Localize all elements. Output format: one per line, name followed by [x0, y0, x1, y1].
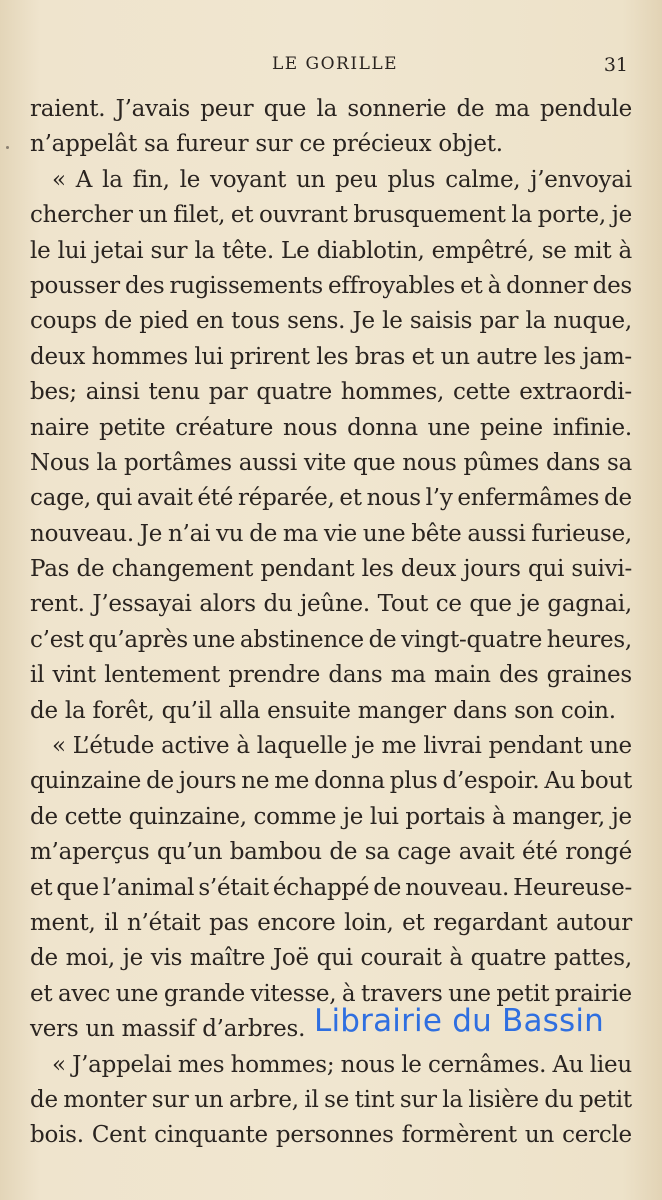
word: et: [30, 980, 53, 1007]
text-line: [30, 411, 632, 446]
word: se: [324, 1086, 350, 1113]
word: mit: [573, 237, 612, 264]
word: de: [456, 96, 485, 122]
word: Heureuse-: [513, 874, 632, 901]
word: il: [304, 1086, 319, 1113]
word: Je: [352, 308, 375, 335]
word: abstinence: [239, 626, 364, 653]
word: cage,: [30, 485, 91, 512]
text-line: [30, 340, 632, 375]
word: maître: [189, 945, 266, 972]
word: graines: [546, 662, 632, 689]
word: quinzaine,: [128, 803, 247, 830]
word: comme: [253, 803, 337, 830]
word: suivi-: [571, 556, 632, 583]
word: Pas: [30, 556, 70, 583]
word: pendant: [488, 733, 583, 760]
word: travers: [361, 980, 443, 1007]
word: vint: [52, 662, 96, 689]
text-line: [30, 587, 632, 622]
word: je: [611, 202, 632, 229]
word: les: [361, 556, 394, 583]
word: par: [208, 379, 248, 406]
word: aussi: [238, 449, 297, 476]
word: à: [236, 733, 250, 760]
word: saisis: [409, 308, 473, 335]
word: la: [525, 308, 547, 335]
word: un: [296, 166, 326, 193]
word: échappé: [272, 874, 370, 901]
text-line: [30, 269, 632, 304]
word: fin,: [132, 166, 170, 193]
word: nuque,: [553, 308, 632, 335]
word: que: [353, 449, 396, 476]
word: du: [263, 591, 293, 618]
word: infinie.: [552, 414, 632, 441]
word: hommes;: [230, 1051, 335, 1078]
word: Au: [544, 768, 576, 795]
word: la: [511, 202, 532, 229]
word: J’essayai: [92, 591, 192, 618]
word: J’avais: [115, 96, 190, 122]
word: mes: [177, 1051, 225, 1078]
word: ouvrant: [259, 202, 348, 229]
word: jours: [178, 768, 237, 795]
text-line: [30, 234, 632, 269]
word: prairie: [554, 980, 632, 1007]
word: «: [52, 1051, 66, 1078]
word: hommes: [91, 343, 188, 370]
word: qui: [316, 945, 353, 972]
text-line: [30, 517, 632, 552]
word: encore: [257, 909, 336, 936]
word: des: [499, 662, 539, 689]
text-line: [30, 552, 632, 587]
word: peine: [480, 414, 543, 441]
body-text: [30, 92, 632, 1154]
word: l’animal: [102, 874, 195, 901]
word: une: [192, 626, 236, 653]
word: d’espoir.: [442, 768, 540, 795]
word: ment,: [30, 909, 96, 936]
word: enfermâmes: [457, 485, 600, 512]
word: coups: [30, 308, 97, 335]
word: une: [589, 733, 632, 760]
word: portais: [405, 803, 486, 830]
word: quinzaine: [30, 768, 142, 795]
word: de: [30, 1086, 58, 1113]
word: je: [122, 945, 143, 972]
text-line: [30, 375, 632, 410]
word: regardant: [433, 909, 548, 936]
word: Cent: [91, 1122, 147, 1149]
word: me: [381, 733, 417, 760]
word: de: [146, 768, 174, 795]
word: pousser: [30, 272, 120, 299]
word: rongé: [565, 839, 632, 866]
word: à: [341, 980, 356, 1007]
word: rugissements: [169, 272, 323, 299]
word: sa: [606, 449, 632, 476]
word: et: [230, 202, 254, 229]
text-line: [30, 871, 632, 906]
text-line: [30, 1083, 632, 1118]
word: cinquante: [154, 1122, 268, 1149]
word: deux: [30, 343, 86, 370]
word: des: [592, 272, 632, 299]
running-title: LE GORILLE: [271, 54, 399, 74]
word: la: [102, 166, 123, 193]
word: cernâmes.: [427, 1051, 547, 1078]
word: le: [401, 1051, 422, 1078]
word: jours: [463, 556, 521, 583]
text-line: de la forêt, qu’il alla ensuite manger dans son coin.: [30, 697, 616, 724]
word: furieuse,: [531, 520, 632, 547]
word: les: [316, 343, 349, 370]
word: de: [604, 485, 632, 512]
word: vitesse,: [250, 980, 337, 1007]
word: livrai: [423, 733, 482, 760]
word: sur: [151, 1086, 189, 1113]
word: de: [329, 839, 358, 866]
text-line: [30, 764, 632, 799]
word: cage: [397, 839, 452, 866]
word: personnes: [275, 1122, 394, 1149]
word: le: [179, 166, 201, 193]
word: ma: [494, 96, 530, 122]
word: avec: [57, 980, 111, 1007]
word: qu’un: [156, 839, 223, 866]
word: de: [30, 803, 58, 830]
word: Nous: [30, 449, 90, 476]
word: Je: [139, 520, 163, 547]
word: tenu: [148, 379, 200, 406]
word: pattes,: [554, 945, 632, 972]
word: sa: [364, 839, 390, 866]
word: Le: [281, 237, 310, 264]
word: lisière: [468, 1086, 539, 1113]
word: la: [96, 449, 118, 476]
word: n’était: [126, 909, 201, 936]
word: Au: [552, 1051, 584, 1078]
word: active: [161, 733, 230, 760]
word: heures,: [546, 626, 632, 653]
word: bête: [411, 520, 462, 547]
word: du: [544, 1086, 574, 1113]
word: quatre: [256, 379, 332, 406]
word: nous: [340, 1051, 395, 1078]
text-line: vers un massif d’arbres.: [30, 1016, 306, 1043]
text-line: [30, 92, 632, 127]
word: que: [263, 96, 307, 122]
word: pas: [209, 909, 249, 936]
word: jeûne.: [300, 591, 370, 618]
word: qui: [95, 485, 132, 512]
text-line: n’appelât sa fureur sur ce précieux objet.: [30, 131, 503, 158]
word: des: [124, 272, 165, 299]
word: cercle: [562, 1122, 632, 1149]
word: et: [339, 485, 362, 512]
word: petite: [99, 414, 166, 441]
word: arbre,: [228, 1086, 299, 1113]
word: une: [115, 980, 159, 1007]
word: pied: [139, 308, 189, 335]
word: nous: [402, 449, 457, 476]
word: nouveau.: [30, 520, 134, 547]
word: dans: [545, 449, 601, 476]
word: autour: [556, 909, 632, 936]
word: autre: [476, 343, 538, 370]
word: le: [382, 308, 403, 335]
word: moi,: [65, 945, 115, 972]
word: A: [75, 166, 93, 193]
page-header: [0, 54, 662, 80]
word: nous: [283, 414, 338, 441]
text-line: [30, 623, 632, 658]
word: lieu: [589, 1051, 632, 1078]
word: tous: [231, 308, 280, 335]
word: un: [440, 343, 470, 370]
word: qui: [527, 556, 565, 583]
word: gagnai,: [547, 591, 632, 618]
word: que: [469, 591, 512, 618]
word: plus: [389, 768, 438, 795]
word: pendule: [540, 96, 632, 122]
word: bes;: [30, 379, 77, 406]
word: les: [543, 343, 576, 370]
word: réparée,: [237, 485, 335, 512]
word: n’ai: [167, 520, 211, 547]
word: sur: [399, 1086, 437, 1113]
word: alors: [199, 591, 256, 618]
word: de: [373, 874, 402, 901]
word: avait: [136, 485, 193, 512]
word: L’étude: [72, 733, 155, 760]
word: qu’après: [88, 626, 188, 653]
word: vite: [303, 449, 347, 476]
word: nouveau.: [405, 874, 510, 901]
text-line: [30, 481, 632, 516]
word: peu: [335, 166, 378, 193]
word: lui: [369, 803, 399, 830]
word: main: [434, 662, 491, 689]
word: de: [368, 626, 397, 653]
word: aussi: [467, 520, 526, 547]
word: petit: [496, 980, 550, 1007]
word: donna: [314, 768, 385, 795]
word: cette: [64, 803, 122, 830]
text-line: [30, 1048, 632, 1083]
word: ma: [390, 662, 426, 689]
word: et: [460, 272, 483, 299]
word: à: [487, 272, 502, 299]
word: Tout: [377, 591, 429, 618]
word: en: [195, 308, 224, 335]
word: jetai: [93, 237, 144, 264]
word: le: [30, 237, 51, 264]
word: raient.: [30, 96, 106, 122]
text-line: [30, 446, 632, 481]
word: nous: [366, 485, 421, 512]
word: rent.: [30, 591, 85, 618]
word: dans: [328, 662, 383, 689]
word: je: [342, 803, 364, 830]
word: la: [316, 96, 338, 122]
text-line: [30, 941, 632, 976]
margin-speck: [6, 146, 9, 149]
word: ainsi: [85, 379, 140, 406]
word: je: [611, 803, 632, 830]
word: tint: [354, 1086, 395, 1113]
word: donner: [506, 272, 588, 299]
word: prirent: [229, 343, 310, 370]
word: pendant: [260, 556, 355, 583]
word: m’aperçus: [30, 839, 150, 866]
word: lui: [194, 343, 224, 370]
word: je: [519, 591, 540, 618]
word: courait: [360, 945, 442, 972]
word: il: [104, 909, 119, 936]
word: bout: [580, 768, 632, 795]
word: la: [442, 1086, 463, 1113]
word: lentement: [104, 662, 221, 689]
text-line: [30, 906, 632, 941]
word: se: [541, 237, 567, 264]
word: à: [492, 803, 506, 830]
word: l’y: [425, 485, 453, 512]
text-line: [30, 198, 632, 233]
word: deux: [400, 556, 457, 583]
word: par: [479, 308, 519, 335]
word: laquelle: [256, 733, 348, 760]
word: un: [194, 1086, 224, 1113]
text-line: [30, 800, 632, 835]
word: et: [30, 874, 53, 901]
word: vis: [150, 945, 183, 972]
word: loin,: [344, 909, 394, 936]
text-line: [30, 1118, 632, 1153]
word: de: [104, 308, 132, 335]
text-line: [30, 304, 632, 339]
word: été: [197, 485, 234, 512]
word: Joë: [272, 945, 309, 972]
word: de: [76, 556, 105, 583]
word: sur: [150, 237, 188, 264]
word: bois.: [30, 1122, 84, 1149]
word: s’était: [198, 874, 269, 901]
text-line: [30, 163, 632, 198]
word: et: [402, 909, 425, 936]
word: manger,: [512, 803, 605, 830]
word: extraordi-: [519, 379, 632, 406]
word: un: [138, 202, 168, 229]
word: été: [521, 839, 558, 866]
word: changement: [111, 556, 254, 583]
word: je: [354, 733, 375, 760]
word: que: [56, 874, 99, 901]
word: quatre: [470, 945, 547, 972]
word: monter: [63, 1086, 147, 1113]
word: tête.: [222, 237, 274, 264]
word: il: [30, 662, 45, 689]
word: «: [52, 166, 66, 193]
word: de: [249, 520, 278, 547]
word: ce: [435, 591, 462, 618]
text-line: [30, 658, 632, 693]
word: et: [411, 343, 435, 370]
word: une: [362, 520, 406, 547]
word: jam-: [582, 343, 632, 370]
word: hommes,: [340, 379, 445, 406]
text-line: [30, 835, 632, 870]
word: naire: [30, 414, 90, 441]
word: effroyables: [328, 272, 455, 299]
word: lui: [57, 237, 87, 264]
word: portâmes: [124, 449, 232, 476]
word: empêtré,: [431, 237, 535, 264]
word: J’appelai: [72, 1051, 172, 1078]
word: filet,: [173, 202, 226, 229]
word: à: [618, 237, 632, 264]
watermark-text: Librairie du Bassin: [314, 1003, 605, 1039]
word: peur: [200, 96, 254, 122]
word: chercher: [30, 202, 133, 229]
word: grande: [163, 980, 245, 1007]
word: «: [52, 733, 66, 760]
word: diablotin,: [316, 237, 425, 264]
word: petit: [578, 1086, 632, 1113]
word: brusquement: [353, 202, 506, 229]
word: c’est: [30, 626, 84, 653]
word: un: [524, 1122, 555, 1149]
word: pûmes: [463, 449, 540, 476]
word: la: [194, 237, 216, 264]
word: une: [427, 414, 471, 441]
word: me: [274, 768, 310, 795]
word: ma: [282, 520, 318, 547]
word: une: [448, 980, 491, 1007]
word: prendre: [228, 662, 321, 689]
word: vu: [216, 520, 244, 547]
word: sonnerie: [347, 96, 447, 122]
word: vie: [323, 520, 358, 547]
word: voyant: [210, 166, 287, 193]
word: calme,: [445, 166, 521, 193]
word: sens.: [287, 308, 346, 335]
word: cette: [452, 379, 511, 406]
word: bambou: [229, 839, 322, 866]
word: avait: [458, 839, 515, 866]
word: à: [449, 945, 463, 972]
page-number: 31: [603, 54, 628, 76]
word: vingt-quatre: [401, 626, 543, 653]
word: porte,: [537, 202, 606, 229]
word: plus: [387, 166, 436, 193]
word: bras: [354, 343, 406, 370]
word: de: [30, 945, 58, 972]
word: j’envoyai: [530, 166, 632, 193]
word: formèrent: [401, 1122, 517, 1149]
word: donna: [347, 414, 418, 441]
word: créature: [175, 414, 274, 441]
word: ne: [241, 768, 270, 795]
text-line: [30, 729, 632, 764]
